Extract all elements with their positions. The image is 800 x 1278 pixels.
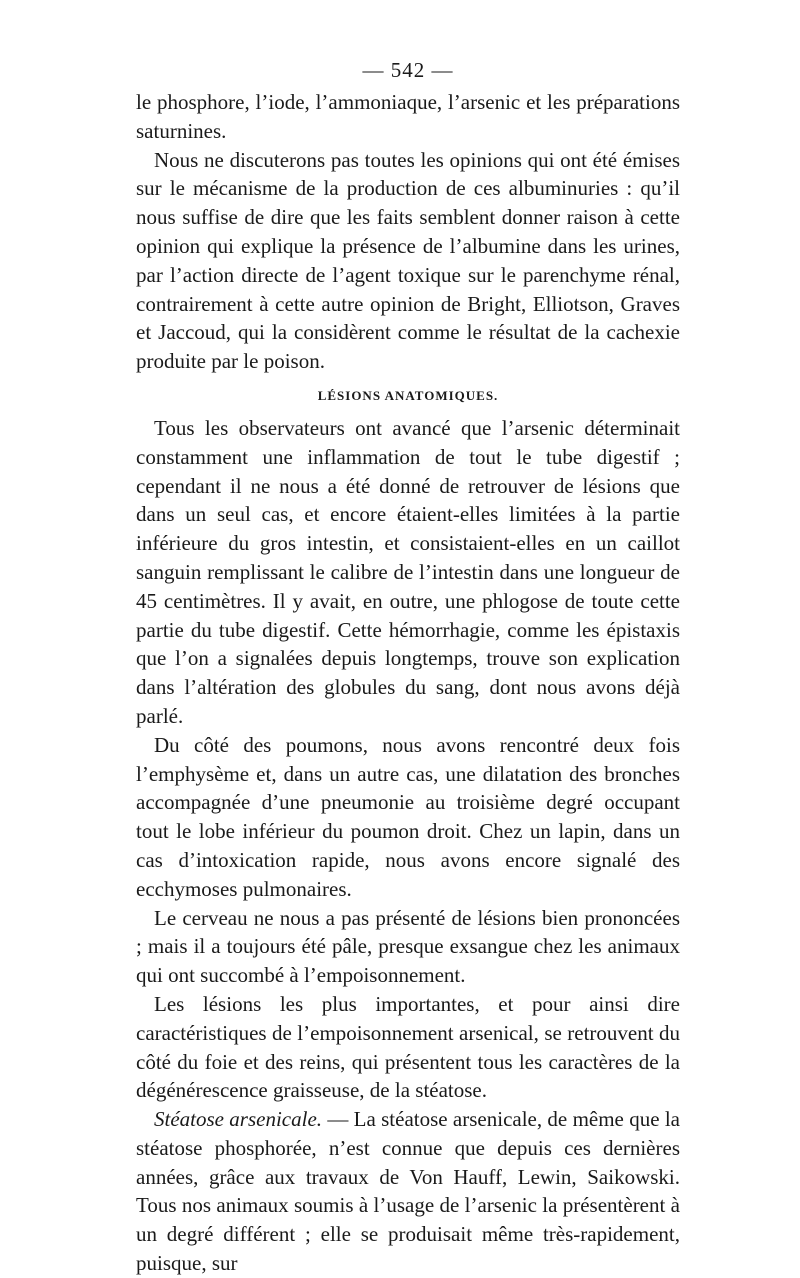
section-heading: LÉSIONS ANATOMIQUES. xyxy=(317,387,499,403)
paragraph-albuminuria: Nous ne discuterons pas toutes les opinions qui ont été émises sur le mécanisme de la production de ces albuminuries : qu’il nous suffise de dire que les faits semblent donner raison à cette opinion qui explique la présence de l’albumine dans les urines, par l’action directe de l’agent toxique sur le parenchyme rénal, contrairement à cette autre opinion de Bright, Elliotson, Graves et Jaccoud, qui la considèrent comme le résultat de la cachexie produite par le poison. xyxy=(136,147,680,374)
steatosis-text: — La stéatose arsenicale, de même que la stéatose phosphorée, n’est connue que depuis ces dernières années, grâce aux travaux de Von Hauff, Lewin, Saikowski. Tous nos animaux soumis à l’usage de l’arsenic la présentèrent à un degré différent ; elle se produisait même très-rapidement, puisque, sur xyxy=(136,1107,680,1276)
paragraph-steatosis xyxy=(136,1105,680,1278)
steatosis-title: Stéatose arsenicale. xyxy=(154,1107,323,1132)
book-page xyxy=(136,56,680,1278)
paragraph-continuation: le phosphore, l’iode, l’ammoniaque, l’arsenic et les préparations saturnines. xyxy=(136,90,680,143)
page-number: — 542 — xyxy=(362,58,454,82)
paragraph-brain: Le cerveau ne nous a pas présenté de lésions bien prononcées ; mais il a toujours été pâle, presque exsangue chez les animaux qui ont succombé à l’empoisonnement. xyxy=(136,905,680,988)
paragraph-liver-kidneys: Les lésions les plus importantes, et pour ainsi dire caractéristiques de l’empoisonnement arsenical, se retrouvent du côté du foie et des reins, qui présentent tous les caractères de la dégénérescence graisseuse, de la stéatose. xyxy=(136,991,680,1103)
paragraph-lungs: Du côté des poumons, nous avons rencontré deux fois l’emphysème et, dans un autre cas, une dilatation des bronches accompagnée d’une pneumonie au troisième degré occupant tout le lobe inférieur du poumon droit. Chez un lapin, dans un cas d’intoxication rapide, nous avons encore signalé des ecchymoses pulmonaires. xyxy=(136,732,680,901)
paragraph-digestive-lesions: Tous les observateurs ont avancé que l’arsenic déterminait constamment une inflammation de tout le tube digestif ; cependant il ne nous a été donné de retrouver de lésions que dans un seul cas, et encore étaient-elles limitées à la partie inférieure du gros intestin, et consistaient-elles en un caillot sanguin remplissant le calibre de l’intestin dans une longueur de 45 centimètres. Il y avait, en outre, une phlogose de toute cette partie du tube digestif. Cette hémorrhagie, comme les épistaxis que l’on a signalées depuis longtemps, trouve son explication dans l’altération des globules du sang, dont nous avons déjà parlé. xyxy=(136,415,680,728)
